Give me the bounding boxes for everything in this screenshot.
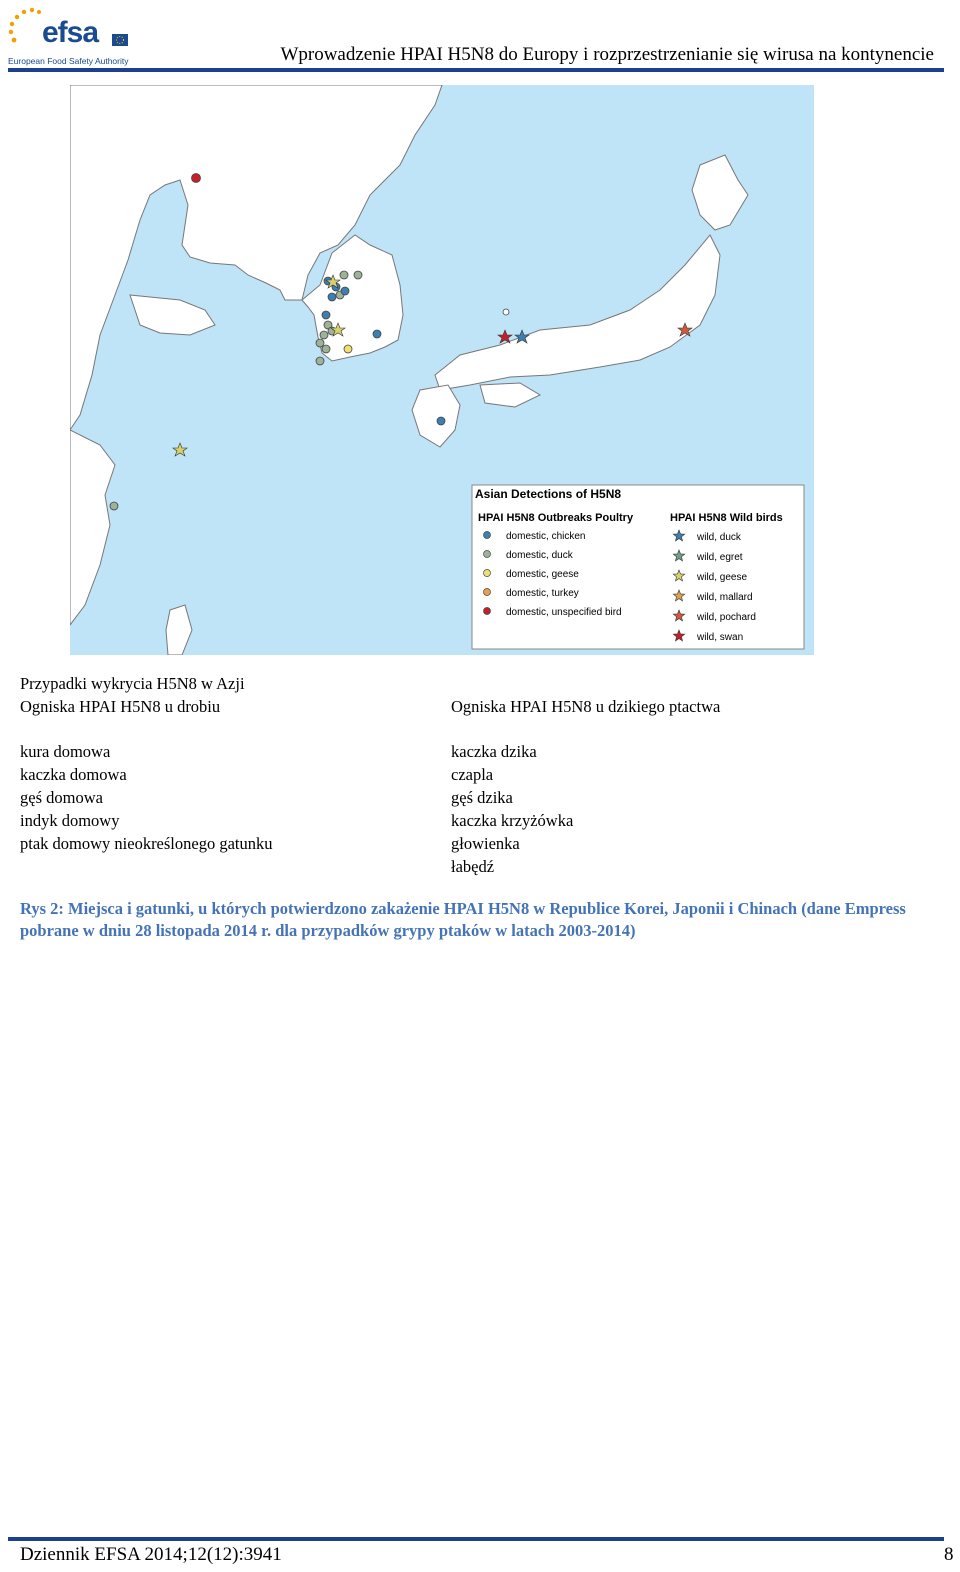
legend-poultry-marker bbox=[484, 589, 491, 596]
translation-poultry-item: kaczka domowa bbox=[20, 765, 127, 784]
efsa-logo bbox=[6, 6, 130, 68]
footer-divider bbox=[8, 1537, 944, 1541]
map-legend bbox=[472, 485, 804, 649]
translation-poultry-item: gęś domowa bbox=[20, 788, 103, 807]
legend-title: Asian Detections of H5N8 bbox=[475, 487, 622, 501]
translation-wild-item: głowienka bbox=[451, 834, 520, 853]
translation-poultry-item: ptak domowy nieokreślonego gatunku bbox=[20, 834, 273, 853]
legend-poultry-label: domestic, chicken bbox=[506, 531, 586, 542]
legend-poultry-marker bbox=[484, 532, 491, 539]
legend-wild-header: HPAI H5N8 Wild birds bbox=[670, 512, 783, 524]
translation-wild-item: kaczka krzyżówka bbox=[451, 811, 574, 830]
legend-poultry-marker bbox=[484, 551, 491, 558]
page-number: 8 bbox=[944, 1544, 954, 1565]
translation-poultry-item: indyk domowy bbox=[20, 811, 120, 830]
legend-wild-label: wild, egret bbox=[697, 552, 743, 563]
running-header-title: Wprowadzenie HPAI H5N8 do Europy i rozprzestrzenianie się wirusa na kontynencie bbox=[280, 44, 934, 65]
legend-poultry-label: domestic, unspecified bird bbox=[506, 607, 622, 618]
legend-poultry-marker bbox=[484, 608, 491, 615]
translation-wild-header: Ogniska HPAI H5N8 u dzikiego ptactwa bbox=[451, 697, 721, 716]
legend-wild-label: wild, pochard bbox=[697, 612, 756, 623]
translation-poultry-list bbox=[20, 740, 273, 855]
legend-poultry-header: HPAI H5N8 Outbreaks Poultry bbox=[478, 512, 634, 524]
legend-wild-label: wild, duck bbox=[697, 532, 741, 543]
translation-wild-list bbox=[451, 740, 573, 878]
translation-wild-item: kaczka dzika bbox=[451, 742, 537, 761]
translation-wild-item: czapla bbox=[451, 765, 494, 784]
translation-poultry-header: Ogniska HPAI H5N8 u drobiu bbox=[20, 697, 221, 716]
translation-poultry-item: kura domowa bbox=[20, 742, 111, 761]
stars-arc-icon bbox=[6, 6, 46, 46]
logo-wordmark: efsa bbox=[42, 16, 99, 49]
legend-wild-label: wild, mallard bbox=[697, 592, 753, 603]
legend-wild-label: wild, geese bbox=[697, 572, 748, 583]
eu-flag-icon bbox=[112, 34, 128, 46]
figure-caption: Rys 2: Miejsca i gatunki, u których potwierdzono zakażenie HPAI H5N8 w Republice Korei, Japonii i Chinach (dane Empress pobrane w dniu 28 listopada 2014 r. dla przypadków grypy ptaków w latach 2003-2014) bbox=[20, 899, 906, 940]
header-divider bbox=[8, 68, 944, 72]
logo-subtitle: European Food Safety Authority bbox=[8, 56, 129, 66]
legend-poultry-label: domestic, duck bbox=[506, 550, 573, 561]
footer-journal: Dziennik EFSA 2014;12(12):3941 bbox=[20, 1544, 282, 1565]
legend-poultry-marker bbox=[484, 570, 491, 577]
legend-poultry-label: domestic, turkey bbox=[506, 588, 579, 599]
translation-wild-item: łabędź bbox=[451, 857, 495, 876]
legend-wild-label: wild, swan bbox=[697, 632, 744, 643]
asia-h5n8-map bbox=[70, 85, 814, 655]
translation-wild-item: gęś dzika bbox=[451, 788, 513, 807]
translation-title: Przypadki wykrycia H5N8 w Azji bbox=[20, 674, 245, 693]
legend-poultry-label: domestic, geese bbox=[506, 569, 579, 580]
